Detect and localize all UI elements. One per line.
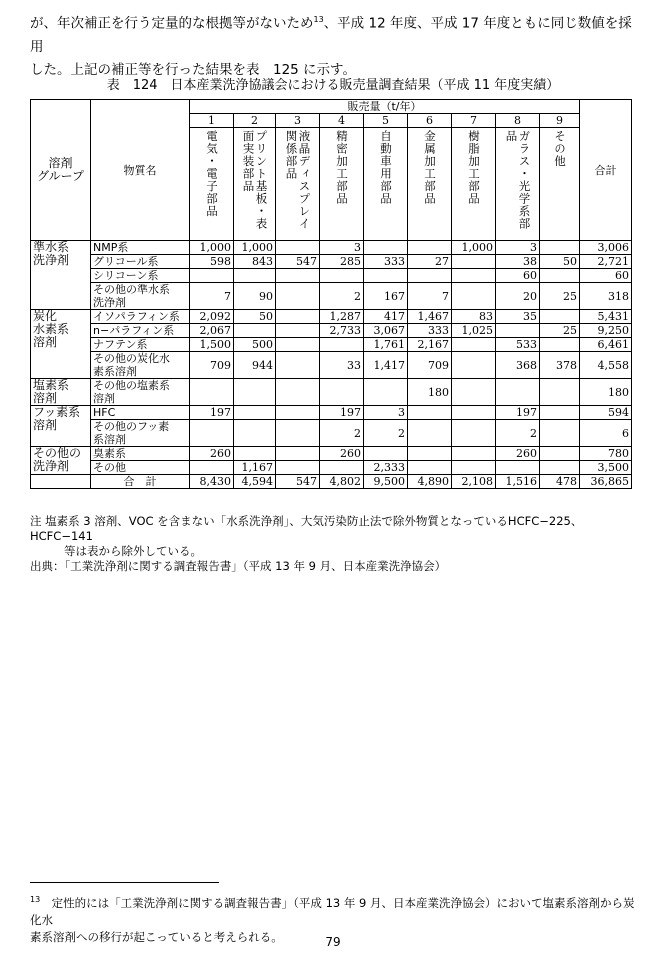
col-name [364,128,408,241]
row-total: 594 [580,406,632,420]
col-number: 4 [320,114,364,128]
col-number: 3 [276,114,320,128]
cell-value [408,420,452,447]
cell-value [408,447,452,461]
footnote-separator [30,882,219,883]
intro-paragraph [30,8,642,82]
total-value: 4,802 [320,475,364,489]
header-group: 溶剤 グループ [31,100,91,241]
cell-value [496,379,540,406]
cell-value [540,338,580,352]
cell-value: 83 [452,310,496,324]
cell-value: 260 [496,447,540,461]
cell-value: 180 [408,379,452,406]
cell-value [364,379,408,406]
cell-value [276,461,320,475]
cell-value [276,379,320,406]
col-name-text: プリント基板・表面実装部品 [241,130,269,230]
cell-value: 1,000 [234,241,276,255]
cell-value [234,420,276,447]
col-number: 2 [234,114,276,128]
cell-value [320,379,364,406]
cell-value [496,324,540,338]
note-line1b: 等は表から除外している。 [64,544,202,558]
cell-value: 547 [276,255,320,269]
table-caption: 表 124 日本産業洗浄協議会における販売量調査結果（平成 11 年度実績） [106,78,560,93]
col-number: 9 [540,114,580,128]
cell-value: 38 [496,255,540,269]
cell-value: 50 [540,255,580,269]
col-name [190,128,234,241]
cell-value: 417 [364,310,408,324]
cell-value: 7 [190,283,234,310]
cell-value [452,420,496,447]
cell-value: 167 [364,283,408,310]
cell-value [190,420,234,447]
cell-value: 3 [320,241,364,255]
col-name-text: 金属加工部品 [423,130,437,205]
col-name [452,128,496,241]
footnote-text2: 素系溶剤への移行が起こっていると考えられる。 [30,929,283,944]
note-line1: 注 塩素系 3 溶剤、VOC を含まない「水系洗浄剤」、大気汚染防止法で除外物質となっているHCFC−225、HCFC−141 [30,514,583,543]
cell-value [540,420,580,447]
cell-value [452,352,496,379]
cell-value: 333 [364,255,408,269]
table-row [31,283,632,310]
row-total: 4,558 [580,352,632,379]
table-row [31,324,632,338]
table-row [31,255,632,269]
cell-value: 60 [496,269,540,283]
substance-name: n−パラフィン系 [91,324,190,338]
cell-value [276,406,320,420]
cell-value [452,255,496,269]
cell-value [540,406,580,420]
header-sales: 販売量（t/年） [190,100,580,114]
cell-value: 90 [234,283,276,310]
cell-value: 197 [496,406,540,420]
table-row [31,420,632,447]
cell-value: 709 [408,352,452,379]
cell-value [364,269,408,283]
cell-value [452,461,496,475]
intro-line1b: 、平成 12 年度、平成 17 年度ともに同じ数値を採用 [30,15,632,55]
cell-value: 3 [364,406,408,420]
group-name: 準水系 洗浄剤 [31,241,91,310]
cell-value: 1,417 [364,352,408,379]
substance-name: グリコール系 [91,255,190,269]
cell-value [408,461,452,475]
cell-value: 533 [496,338,540,352]
col-number: 8 [496,114,540,128]
cell-value [276,269,320,283]
col-name-text: 液晶ディスプレイ関係部品 [284,130,312,230]
table-row [31,269,632,283]
total-value: 478 [540,475,580,489]
cell-value: 50 [234,310,276,324]
header-substance: 物質名 [91,100,190,241]
table-row [31,241,632,255]
intro-line1: が、年次補正を行う定量的な根拠等がないため [30,15,314,32]
table-row [31,406,632,420]
table-row [31,310,632,324]
cell-value [276,324,320,338]
total-blank [31,475,91,489]
cell-value [276,352,320,379]
col-name-text: ガラス・光学系部品 [504,130,532,230]
cell-value [496,461,540,475]
cell-value [276,283,320,310]
substance-name: NMP系 [91,241,190,255]
cell-value [234,379,276,406]
cell-value: 25 [540,324,580,338]
cell-value [234,269,276,283]
cell-value: 25 [540,283,580,310]
cell-value [364,447,408,461]
cell-value: 2,333 [364,461,408,475]
cell-value: 2,067 [190,324,234,338]
col-name [276,128,320,241]
cell-value: 1,467 [408,310,452,324]
page-number: 79 [325,935,341,949]
total-row [31,475,632,489]
cell-value: 333 [408,324,452,338]
cell-value: 7 [408,283,452,310]
row-total: 3,500 [580,461,632,475]
cell-value [452,269,496,283]
footnote-mark: 13 [30,895,41,904]
cell-value: 1,000 [452,241,496,255]
cell-value [320,338,364,352]
cell-value: 944 [234,352,276,379]
row-total: 3,006 [580,241,632,255]
cell-value [276,447,320,461]
cell-value: 1,761 [364,338,408,352]
cell-value [234,406,276,420]
table-notes [30,514,640,574]
row-total: 60 [580,269,632,283]
total-value: 9,500 [364,475,408,489]
header-row-1 [31,100,632,114]
cell-value: 197 [190,406,234,420]
cell-value: 2 [364,420,408,447]
cell-value: 500 [234,338,276,352]
row-total: 2,721 [580,255,632,269]
cell-value: 33 [320,352,364,379]
cell-value [540,310,580,324]
table-row [31,379,632,406]
cell-value [320,461,364,475]
cell-value: 1,287 [320,310,364,324]
total-label: 合 計 [91,475,190,489]
group-name: その他の 洗浄剤 [31,447,91,475]
total-value: 8,430 [190,475,234,489]
total-value: 36,865 [580,475,632,489]
cell-value: 368 [496,352,540,379]
substance-name: その他の塩素系 溶剤 [91,379,190,406]
table-row [31,461,632,475]
substance-name: イソパラフィン系 [91,310,190,324]
footnote-text1: 定性的には「工業洗浄剤に関する調査報告書」（平成 13 年 9 月、日本産業洗浄協会）において塩素系溶剤から炭化水 [30,895,635,927]
cell-value: 2 [320,283,364,310]
col-name-text: 樹脂加工部品 [467,130,481,205]
cell-value [234,324,276,338]
col-number: 1 [190,114,234,128]
cell-value: 1,167 [234,461,276,475]
row-total: 780 [580,447,632,461]
row-total: 5,431 [580,310,632,324]
col-name-text: 精密加工部品 [335,130,349,205]
cell-value: 1,000 [190,241,234,255]
cell-value [540,379,580,406]
total-value: 2,108 [452,475,496,489]
sales-table [30,99,632,489]
cell-value: 598 [190,255,234,269]
cell-value [452,447,496,461]
col-name [320,128,364,241]
group-name: フッ素系 溶剤 [31,406,91,447]
cell-value: 2,092 [190,310,234,324]
cell-value [540,447,580,461]
cell-value [408,406,452,420]
cell-value: 2,167 [408,338,452,352]
cell-value: 3 [496,241,540,255]
cell-value [276,420,320,447]
cell-value [234,447,276,461]
cell-value [540,461,580,475]
cell-value [190,379,234,406]
substance-name: シリコーン系 [91,269,190,283]
col-name-text: 電気・電子部品 [205,130,219,218]
group-name: 炭化 水素系 溶剤 [31,310,91,379]
source-line: 出典：「工業洗浄剤に関する調査報告書」（平成 13 年 9 月、日本産業洗浄協会） [30,559,447,573]
cell-value: 285 [320,255,364,269]
cell-value: 260 [320,447,364,461]
col-name [540,128,580,241]
header-total: 合計 [580,100,632,241]
substance-name: その他の炭化水 素系溶剤 [91,352,190,379]
substance-name: HFC [91,406,190,420]
cell-value: 260 [190,447,234,461]
total-value: 4,594 [234,475,276,489]
row-total: 9,250 [580,324,632,338]
total-value: 547 [276,475,320,489]
cell-value [190,461,234,475]
total-value: 4,890 [408,475,452,489]
cell-value: 2 [496,420,540,447]
cell-value: 2 [320,420,364,447]
substance-name: その他のフッ素 系溶剤 [91,420,190,447]
intro-line2: した。上記の補正等を行った結果を表 125 に示す。 [30,61,356,78]
col-name-text: その他 [553,130,567,168]
cell-value: 20 [496,283,540,310]
cell-value: 35 [496,310,540,324]
footnote-ref: 13 [313,15,324,24]
table-row [31,447,632,461]
row-total: 318 [580,283,632,310]
col-name-text: 自動車用部品 [379,130,393,205]
cell-value [452,379,496,406]
substance-name: その他 [91,461,190,475]
cell-value: 1,500 [190,338,234,352]
cell-value [540,269,580,283]
group-name: 塩素系 溶剤 [31,379,91,406]
cell-value [408,269,452,283]
cell-value: 709 [190,352,234,379]
row-total: 6,461 [580,338,632,352]
cell-value [452,283,496,310]
table-row [31,338,632,352]
cell-value [276,310,320,324]
cell-value [276,338,320,352]
col-number: 7 [452,114,496,128]
cell-value: 3,067 [364,324,408,338]
col-name [408,128,452,241]
cell-value: 1,025 [452,324,496,338]
cell-value: 843 [234,255,276,269]
table-row [31,352,632,379]
substance-name: 臭素系 [91,447,190,461]
col-name [234,128,276,241]
cell-value: 2,733 [320,324,364,338]
cell-value: 197 [320,406,364,420]
cell-value: 378 [540,352,580,379]
total-value: 1,516 [496,475,540,489]
substance-name: その他の準水系 洗浄剤 [91,283,190,310]
cell-value [452,406,496,420]
row-total: 6 [580,420,632,447]
row-total: 180 [580,379,632,406]
cell-value [320,269,364,283]
col-number: 6 [408,114,452,128]
cell-value [452,338,496,352]
cell-value [190,269,234,283]
col-number: 5 [364,114,408,128]
col-name [496,128,540,241]
substance-name: ナフテン系 [91,338,190,352]
cell-value: 27 [408,255,452,269]
